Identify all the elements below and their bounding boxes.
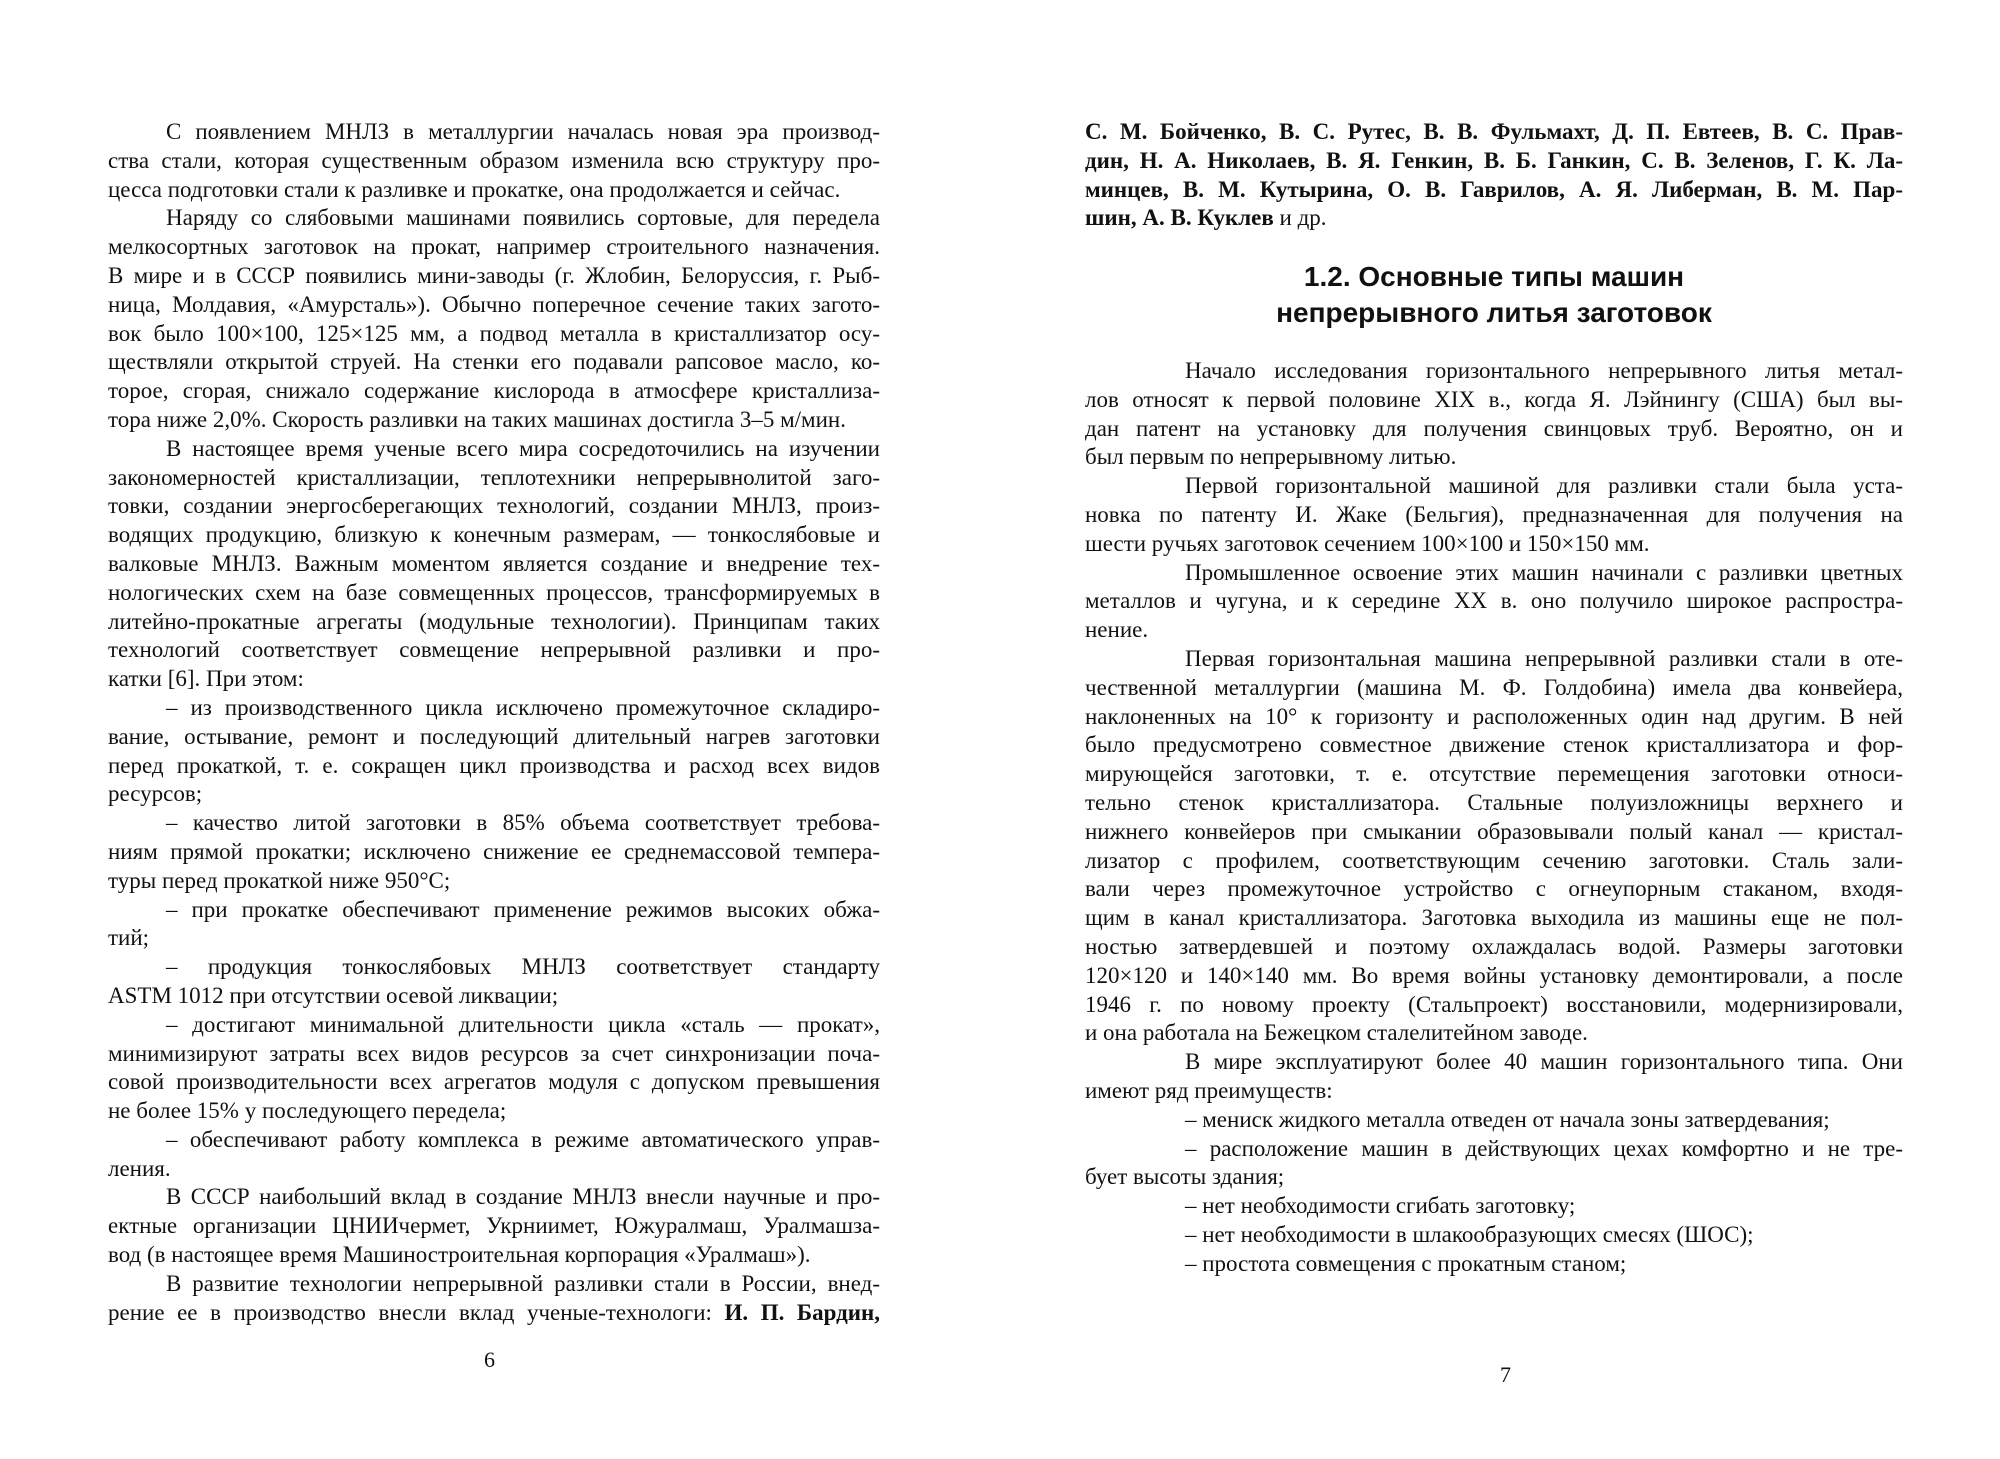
text-line: наклоненных на 10° к горизонту и расположенных один над другим. В ней [1085, 703, 1903, 729]
text-line: вок было 100×100, 125×125 мм, а подвод металла в кристаллизатор осу- [108, 320, 880, 346]
paragraph [1085, 357, 1903, 472]
text-line: мирующейся заготовки, т. е. отсутствие перемещения заготовки относи- [1085, 761, 1903, 787]
text-line: бует высоты здания; [1085, 1164, 1285, 1190]
text-line: нижнего конвейеров при смыкании образовывали полый канал — кристал- [1085, 818, 1903, 844]
text-line: тора ниже 2,0%. Скорость разливки на таких машинах достигла 3–5 м/мин. [108, 406, 846, 432]
page-number-right: 7 [1500, 1362, 1511, 1387]
text-line: шин, А. В. Куклев и др. [1085, 205, 1327, 231]
text-line: Первой горизонтальной машиной для разливки стали была уста- [1185, 473, 1903, 499]
text-line: и она работала на Бежецком сталелитейном заводе. [1085, 1020, 1588, 1046]
text-line: дин, Н. А. Николаев, В. Я. Генкин, В. Б. Ганкин, С. В. Зеленов, Г. К. Ла- [1085, 147, 1903, 173]
paragraph [108, 1126, 880, 1184]
text-line: закономерностей кристаллизации, теплотехники непрерывнолитой заго- [108, 464, 880, 490]
text-line: ления. [108, 1155, 171, 1181]
text-line: катки [6]. При этом: [108, 666, 304, 692]
text-line: чественной металлургии (машина М. Ф. Голдобина) имела два конвейера, [1085, 674, 1903, 700]
text-line: тельно стенок кристаллизатора. Стальные полуизложницы верхнего и [1085, 789, 1903, 815]
text-line: – нет необходимости в шлакообразующих смесях (ШОС); [1185, 1221, 1754, 1247]
paragraph [108, 896, 880, 954]
paragraph [1085, 1106, 1903, 1135]
paragraph [108, 118, 880, 204]
text-line: ница, Молдавия, «Амурсталь»). Обычно поперечное сечение таких загото- [108, 291, 880, 317]
text-line: ства стали, которая существенным образом изменила всю структуру про- [108, 147, 880, 173]
text-line: В развитие технологии непрерывной разливки стали в России, внед- [166, 1270, 880, 1296]
text-line: нологических схем на базе совмещенных процессов, трансформируемых в [108, 579, 880, 605]
paragraph [108, 809, 880, 895]
text-line: мелкосортных заготовок на прокат, например строительного назначения. [108, 234, 880, 260]
paragraph [1085, 472, 1903, 558]
text-line: С появлением МНЛЗ в металлургии началась новая эра производ- [166, 119, 880, 144]
text-line: совой производительности всех агрегатов модуля с допуском превышения [108, 1069, 880, 1095]
text-line: ниям прямой прокатки; исключено снижение ее среднемассовой темпера- [108, 838, 880, 864]
text-line: минимизируют затраты всех видов ресурсов за счет синхронизации поча- [108, 1040, 880, 1066]
text-line: был первым по непрерывному литью. [1085, 444, 1457, 470]
text-line: шести ручьях заготовок сечением 100×100 и 150×150 мм. [1085, 530, 1650, 556]
paragraph [108, 204, 880, 434]
text-line: ностью затвердевшей и поэтому охлаждалась водой. Размеры заготовки [1085, 933, 1903, 959]
paragraph [1085, 118, 1903, 233]
text-line: – из производственного цикла исключено промежуточное складиро- [166, 694, 880, 720]
text-line: дан патент на установку для получения свинцовых труб. Вероятно, он и [1085, 415, 1903, 441]
text-line: – продукция тонкослябовых МНЛЗ соответствует стандарту [166, 954, 880, 980]
text-line: – расположение машин в действующих цехах комфортно и не тре- [1185, 1135, 1903, 1161]
text-line: валковые МНЛЗ. Важным моментом является создание и внедрение тех- [108, 550, 880, 576]
text-line: – простота совмещения с прокатным станом; [1185, 1250, 1627, 1276]
paragraph [1085, 1221, 1903, 1250]
paragraph [1085, 1135, 1903, 1193]
text-line: перед прокаткой, т. е. сокращен цикл производства и расход всех видов [108, 752, 880, 778]
paragraph [1085, 1250, 1903, 1279]
text-line: товки, создании энергосберегающих технологий, создании МНЛЗ, произ- [108, 493, 880, 519]
text-line: В настоящее время ученые всего мира сосредоточились на изучении [166, 435, 880, 461]
text-line: лизатор с профилем, соответствующим сечению заготовки. Сталь зали- [1085, 847, 1903, 873]
text-line: ществляли открытой струей. На стенки его подавали рапсовое масло, ко- [108, 349, 880, 375]
paragraph [108, 435, 880, 694]
left-page-body-text [108, 118, 880, 1327]
text-line: – нет необходимости сгибать заготовку; [1185, 1193, 1576, 1219]
text-line: 120×120 и 140×140 мм. Во время войны установку демонтировали, а после [1085, 962, 1903, 988]
section-heading-line-2: непрерывного литья заготовок [1276, 297, 1712, 328]
text-line: вали через промежуточное устройство с огнеупорным стаканом, входя- [1085, 876, 1903, 902]
paragraph [1085, 1192, 1903, 1221]
section-heading-line-1: 1.2. Основные типы машин [1303, 261, 1685, 292]
text-line: 1946 г. по новому проекту (Стальпроект) восстановили, модернизировали, [1085, 991, 1903, 1017]
text-line: вание, остывание, ремонт и последующий длительный нагрев заготовки [108, 723, 880, 749]
text-line: В мире эксплуатируют более 40 машин горизонтального типа. Они [1185, 1049, 1903, 1075]
text-line: литейно-прокатные агрегаты (модульные технологии). Принципам таких [108, 608, 880, 634]
text-line: ресурсов; [108, 781, 203, 807]
text-line: нение. [1085, 617, 1149, 643]
text-line: водящих продукцию, близкую к конечным размерам, — тонкослябовые и [108, 522, 880, 548]
text-line: – мениск жидкого металла отведен от начала зоны затвердевания; [1185, 1106, 1830, 1132]
text-line: В мире и в СССР появились мини-заводы (г. Жлобин, Белоруссия, г. Рыб- [108, 262, 880, 288]
paragraph [108, 1183, 880, 1269]
page-number-left: 6 [484, 1347, 495, 1372]
text-line: металлов и чугуна, и к середине XX в. оно получило широкое распростра- [1085, 588, 1903, 614]
text-line: новка по патенту И. Жаке (Бельгия), предназначенная для получения на [1085, 501, 1903, 527]
text-line: Первая горизонтальная машина непрерывной разливки стали в оте- [1185, 645, 1903, 671]
names-paragraph [1085, 118, 1903, 233]
paragraph [108, 1270, 880, 1328]
text-line: имеют ряд преимуществ: [1085, 1077, 1333, 1103]
text-line: – качество литой заготовки в 85% объема соответствует требова- [166, 810, 880, 836]
text-line: Промышленное освоение этих машин начинали с разливки цветных [1185, 559, 1903, 585]
paragraph [108, 1011, 880, 1126]
text-line: ектные организации ЦНИИчермет, Укрниимет, Южуралмаш, Уралмашза- [108, 1213, 880, 1239]
text-line: цесса подготовки стали к разливке и прокатке, она продолжается и сейчас. [108, 176, 841, 202]
section-heading [1085, 259, 1903, 331]
text-line: рение ее в производство внесли вклад ученые-технологи: И. П. Бардин, [108, 1299, 880, 1325]
text-line: ASTM 1012 при отсутствии осевой ликвации; [108, 982, 559, 1008]
text-line: – при прокатке обеспечивают применение режимов высоких обжа- [166, 896, 880, 922]
text-line: С. М. Бойченко, В. С. Рутес, В. В. Фульмахт, Д. П. Евтеев, В. С. Прав- [1085, 119, 1903, 144]
text-line: тий; [108, 925, 150, 951]
paragraph [1085, 645, 1903, 1048]
text-line: щим в канал кристаллизатора. Заготовка выходила из машины еще не пол- [1085, 905, 1903, 931]
text-line: минцев, В. М. Кутырина, О. В. Гаврилов, А. Я. Либерман, В. М. Пар- [1085, 176, 1903, 202]
right-page-body-text [1085, 357, 1903, 1279]
text-line: лов относят к первой половине XIX в., когда Я. Лэйнингу (США) был вы- [1085, 386, 1903, 412]
text-line: Наряду со слябовыми машинами появились сортовые, для передела [166, 205, 880, 231]
text-line: туры перед прокаткой ниже 950°С; [108, 867, 451, 893]
paragraph [1085, 559, 1903, 645]
text-line: Начало исследования горизонтального непрерывного литья метал- [1185, 358, 1903, 383]
paragraph [1085, 1048, 1903, 1106]
paragraph [108, 953, 880, 1011]
text-line: не более 15% у последующего передела; [108, 1098, 507, 1124]
text-line: – достигают минимальной длительности цикла «сталь — прокат», [166, 1011, 880, 1037]
paragraph [108, 694, 880, 809]
text-line: было предусмотрено совместное движение стенок кристаллизатора и фор- [1085, 732, 1903, 758]
text-line: – обеспечивают работу комплекса в режиме автоматического управ- [166, 1126, 880, 1152]
text-line: технологий соответствует совмещение непрерывной разливки и про- [108, 637, 880, 663]
text-line: В СССР наибольший вклад в создание МНЛЗ внесли научные и про- [166, 1184, 880, 1210]
text-line: торое, сгорая, снижало содержание кислорода в атмосфере кристаллиза- [108, 378, 880, 404]
text-line: вод (в настоящее время Машиностроительная корпорация «Уралмаш»). [108, 1242, 811, 1268]
